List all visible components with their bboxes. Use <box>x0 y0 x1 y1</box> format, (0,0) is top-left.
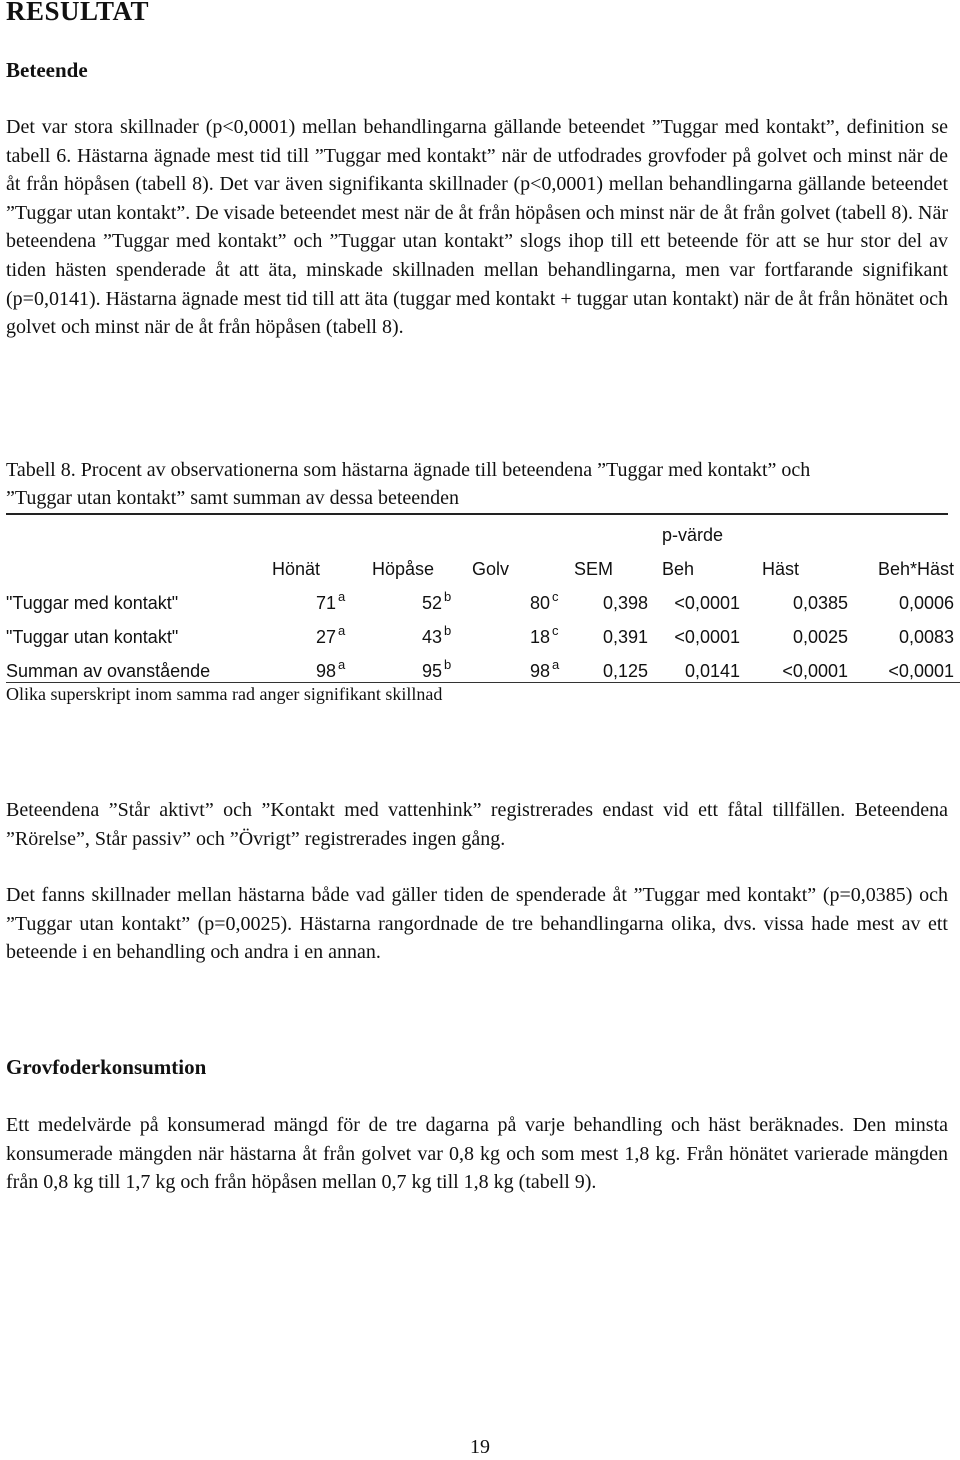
cell-beh: <0,0001 <box>674 627 740 647</box>
section-heading-grovfoderkonsumtion: Grovfoderkonsumtion <box>6 1055 207 1079</box>
col-header-behhast: Beh*Häst <box>877 559 954 579</box>
table-row <box>6 580 960 614</box>
cell-golv: 98 $^a$ <box>472 648 562 683</box>
cell-sem: 0,391 <box>602 627 648 647</box>
cell-honat: 98 $^a$ <box>272 648 372 683</box>
row-label: "Tuggar med kontakt" <box>6 593 179 613</box>
cell-sem: 0,398 <box>602 593 648 613</box>
col-header-sem: SEM <box>574 559 614 579</box>
cell-honat: 27 $^a$ <box>316 622 346 647</box>
cell-beh: <0,0001 <box>674 593 740 613</box>
table-header-row <box>6 546 960 580</box>
cell-golv: 80 $^c$ <box>530 588 559 613</box>
col-header-beh: Beh <box>662 559 695 579</box>
col-header-golv: Golv <box>472 559 510 579</box>
table-caption <box>6 456 948 515</box>
cell-behhast: 0,0006 <box>898 593 954 613</box>
cell-hast: 0,0025 <box>792 627 848 647</box>
page-heading: RESULTAT <box>6 0 150 26</box>
table-footnote: Olika superskript inom samma rad anger signifikant skillnad <box>6 684 443 704</box>
paragraph-2: Beteendena ”Står aktivt” och ”Kontakt med vattenhink” registrerades endast vid ett fåtal tillfällen. Beteendena ”Rörelse”, Står passiv” och ”Övrigt” registrerades ingen gång. <box>6 799 948 850</box>
table-caption-line-1: Tabell 8. Procent av observationerna som hästarna ägnade till beteendena ”Tuggar med kontakt” och <box>6 459 811 481</box>
cell-hopase: 43 $^b$ <box>422 622 452 647</box>
cell-beh: 0,0141 <box>662 648 760 683</box>
table-row <box>6 648 960 683</box>
cell-honat: 71 $^a$ <box>316 588 346 613</box>
results-table <box>6 512 960 683</box>
row-label: "Tuggar utan kontakt" <box>6 627 179 647</box>
table-caption-line-2: ”Tuggar utan kontakt” samt summan av dessa beteenden <box>6 484 948 515</box>
paragraph-3: Det fanns skillnader mellan hästarna både vad gäller tiden de spenderade åt ”Tuggar med kontakt” (p=0,0385) och ”Tuggar utan kontakt” (p=0,0025). Hästarna rangordnade de tre behandlingarna olika, dvs. vissa hade mest av ett beteende i en behandling och andra i en annan. <box>6 884 948 964</box>
cell-hast: 0,0385 <box>792 593 848 613</box>
col-header-honat: Hönät <box>272 559 321 579</box>
pvalue-group-header: p-värde <box>662 525 724 545</box>
page-number: 19 <box>470 1436 490 1458</box>
cell-hast: <0,0001 <box>760 648 860 683</box>
cell-hopase: 52 $^b$ <box>422 588 452 613</box>
col-header-hast: Häst <box>762 559 800 579</box>
col-header-hopase: Höpåse <box>372 559 435 579</box>
table-group-header-row <box>6 512 960 546</box>
cell-behhast: 0,0083 <box>898 627 954 647</box>
cell-golv: 18 $^c$ <box>530 622 559 647</box>
paragraph-1: Det var stora skillnader (p<0,0001) mellan behandlingarna gällande beteendet ”Tuggar med kontakt”, definition se tabell 6. Hästarna ägnade mest tid till ”Tuggar med kontakt” när de utfodrades grovfoder på golvet och minst när de åt från höpåsen (tabell 8). Det var även signifikanta skillnader (p<0,0001) mellan behandlingarna gällande beteendet ”Tuggar utan kontakt”. De visade beteendet mest när de åt från höpåsen och minst när de åt från golvet (tabell 8). När beteendena ”Tuggar med kontakt” och ”Tuggar utan kontakt” slogs ihop till ett beteende för att se hur stor del av tiden hästen spenderade åt att äta, minskade skillnaden mellan behandlingarna, men var fortfarande signifikant (p=0,0141). Hästarna ägnade mest tid till att äta (tuggar med kontakt + tuggar utan kontakt) när de åt från hönätet och golvet och minst när de åt från höpåsen (tabell 8). <box>6 116 948 339</box>
cell-hopase: 95 $^b$ <box>372 648 472 683</box>
cell-behhast: <0,0001 <box>860 648 960 683</box>
row-label: Summan av ovanstående <box>6 648 272 683</box>
paragraph-4: Ett medelvärde på konsumerad mängd för de tre dagarna på varje behandling och häst beräknades. Den minsta konsumerade mängden när hästarna åt från golvet var 0,8 kg och som mest 1,8 kg. Från hönätet varierade mängden från 0,8 kg till 1,7 kg och från höpåsen mellan 0,7 kg till 1,8 kg (tabell 9). <box>6 1114 948 1194</box>
table-row <box>6 614 960 648</box>
section-heading-beteende: Beteende <box>6 58 88 82</box>
cell-sem: 0,125 <box>562 648 662 683</box>
